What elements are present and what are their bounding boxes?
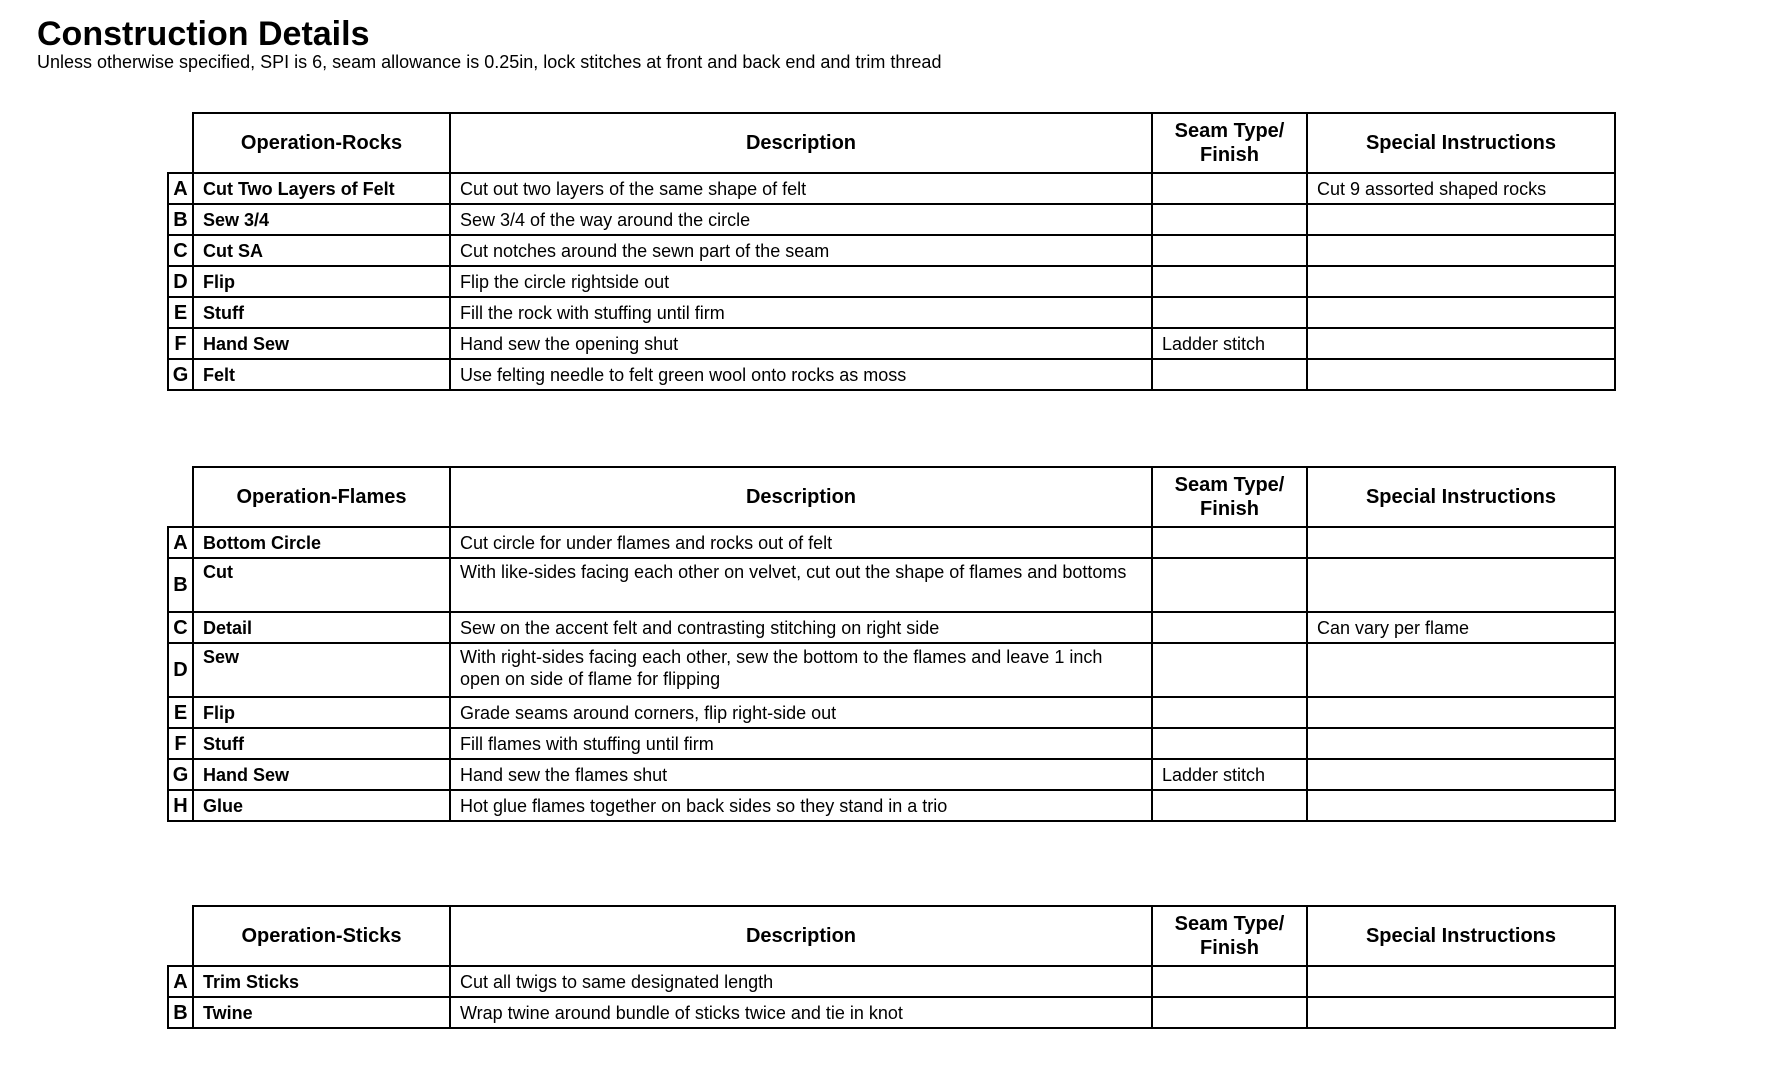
seam-type-cell [1152,527,1307,558]
description-cell: Hot glue flames together on back sides so they stand in a trio [450,790,1152,821]
seam-type-cell [1152,790,1307,821]
description-cell: Fill the rock with stuffing until firm [450,297,1152,328]
step-letter: G [168,359,193,390]
step-letter: D [168,266,193,297]
special-instructions-cell [1307,297,1615,328]
seam-type-header [1152,467,1307,527]
description-cell: Hand sew the opening shut [450,328,1152,359]
seam-type-header-line1: Seam Type/ [1174,474,1285,496]
table-row [168,204,1615,235]
seam-type-cell [1152,266,1307,297]
seam-type-cell [1152,297,1307,328]
table-row [168,643,1615,697]
seam-type-cell [1152,697,1307,728]
step-letter: C [168,612,193,643]
table-row [168,173,1615,204]
description-cell: Fill flames with stuffing until firm [450,728,1152,759]
seam-type-cell [1152,612,1307,643]
seam-type-header-line1: Seam Type/ [1174,120,1285,142]
seam-type-cell [1152,728,1307,759]
table-row [168,297,1615,328]
step-letter: C [168,235,193,266]
header-corner [168,113,193,173]
seam-type-cell: Ladder stitch [1152,759,1307,790]
description-cell: With like-sides facing each other on velvet, cut out the shape of flames and bottoms [450,558,1152,612]
seam-type-cell [1152,359,1307,390]
table-row [168,997,1615,1028]
special-instructions-cell [1307,266,1615,297]
description-cell: Cut out two layers of the same shape of felt [450,173,1152,204]
seam-type-header [1152,906,1307,966]
operation-cell: Cut SA [193,235,450,266]
header-row [168,113,1615,173]
seam-type-header-line2: Finish [1200,937,1259,959]
seam-type-cell: Ladder stitch [1152,328,1307,359]
description-cell: Flip the circle rightside out [450,266,1152,297]
table-row [168,790,1615,821]
step-letter: F [168,328,193,359]
special-instructions-cell [1307,204,1615,235]
operation-cell: Cut [193,558,450,612]
seam-type-cell [1152,966,1307,997]
table-row [168,328,1615,359]
operation-cell: Twine [193,997,450,1028]
operation-cell: Trim Sticks [193,966,450,997]
step-letter: A [168,173,193,204]
special-instructions-cell [1307,759,1615,790]
description-cell: Hand sew the flames shut [450,759,1152,790]
table-row [168,966,1615,997]
seam-type-header-line1: Seam Type/ [1174,913,1285,935]
special-instructions-header: Special Instructions [1307,113,1615,173]
operation-header: Operation-Flames [193,467,450,527]
step-letter: B [168,997,193,1028]
operations-table-sticks [167,905,1616,1029]
operation-cell: Hand Sew [193,328,450,359]
description-header: Description [450,113,1152,173]
seam-type-header [1152,113,1307,173]
special-instructions-cell [1307,558,1615,612]
step-letter: E [168,697,193,728]
step-letter: B [168,204,193,235]
seam-type-cell [1152,204,1307,235]
header-row [168,906,1615,966]
operation-cell: Detail [193,612,450,643]
description-cell: Sew on the accent felt and contrasting stitching on right side [450,612,1152,643]
operation-cell: Sew [193,643,450,697]
description-cell: Cut circle for under flames and rocks out of felt [450,527,1152,558]
description-cell: Cut notches around the sewn part of the seam [450,235,1152,266]
description-cell: Use felting needle to felt green wool onto rocks as moss [450,359,1152,390]
operation-cell: Flip [193,266,450,297]
step-letter: H [168,790,193,821]
table-row [168,728,1615,759]
special-instructions-cell [1307,728,1615,759]
seam-type-cell [1152,643,1307,697]
description-header: Description [450,906,1152,966]
table-row [168,697,1615,728]
special-instructions-cell: Can vary per flame [1307,612,1615,643]
step-letter: D [168,643,193,697]
description-cell: Sew 3/4 of the way around the circle [450,204,1152,235]
operation-cell: Glue [193,790,450,821]
special-instructions-header: Special Instructions [1307,467,1615,527]
header-row [168,467,1615,527]
step-letter: A [168,966,193,997]
description-cell: Grade seams around corners, flip right-side out [450,697,1152,728]
special-instructions-cell [1307,966,1615,997]
special-instructions-cell [1307,697,1615,728]
operation-header: Operation-Rocks [193,113,450,173]
step-letter: G [168,759,193,790]
special-instructions-cell [1307,527,1615,558]
special-instructions-cell [1307,790,1615,821]
special-instructions-cell [1307,359,1615,390]
seam-type-header-line2: Finish [1200,498,1259,520]
table-row [168,558,1615,612]
description-cell: With right-sides facing each other, sew the bottom to the flames and leave 1 inch open on side of flame for flipping [450,643,1152,697]
operation-cell: Stuff [193,297,450,328]
operation-cell: Stuff [193,728,450,759]
operations-table-rocks [167,112,1616,391]
step-letter: A [168,527,193,558]
table-row [168,235,1615,266]
special-instructions-cell [1307,997,1615,1028]
table-row [168,527,1615,558]
description-header: Description [450,467,1152,527]
step-letter: F [168,728,193,759]
special-instructions-cell [1307,235,1615,266]
page-subtitle: Unless otherwise specified, SPI is 6, seam allowance is 0.25in, lock stitches at front and back end and trim thread [37,52,942,72]
header-corner [168,467,193,527]
header-corner [168,906,193,966]
operation-cell: Flip [193,697,450,728]
operation-cell: Cut Two Layers of Felt [193,173,450,204]
step-letter: B [168,558,193,612]
seam-type-header-line2: Finish [1200,144,1259,166]
step-letter: E [168,297,193,328]
table-row [168,759,1615,790]
seam-type-cell [1152,173,1307,204]
special-instructions-cell: Cut 9 assorted shaped rocks [1307,173,1615,204]
operation-header: Operation-Sticks [193,906,450,966]
description-cell: Cut all twigs to same designated length [450,966,1152,997]
table-row [168,612,1615,643]
operation-cell: Sew 3/4 [193,204,450,235]
table-row [168,359,1615,390]
seam-type-cell [1152,997,1307,1028]
page-title: Construction Details [37,15,370,53]
special-instructions-header: Special Instructions [1307,906,1615,966]
operations-table-flames [167,466,1616,822]
seam-type-cell [1152,235,1307,266]
seam-type-cell [1152,558,1307,612]
description-cell: Wrap twine around bundle of sticks twice and tie in knot [450,997,1152,1028]
special-instructions-cell [1307,328,1615,359]
table-row [168,266,1615,297]
operation-cell: Felt [193,359,450,390]
operation-cell: Hand Sew [193,759,450,790]
operation-cell: Bottom Circle [193,527,450,558]
special-instructions-cell [1307,643,1615,697]
